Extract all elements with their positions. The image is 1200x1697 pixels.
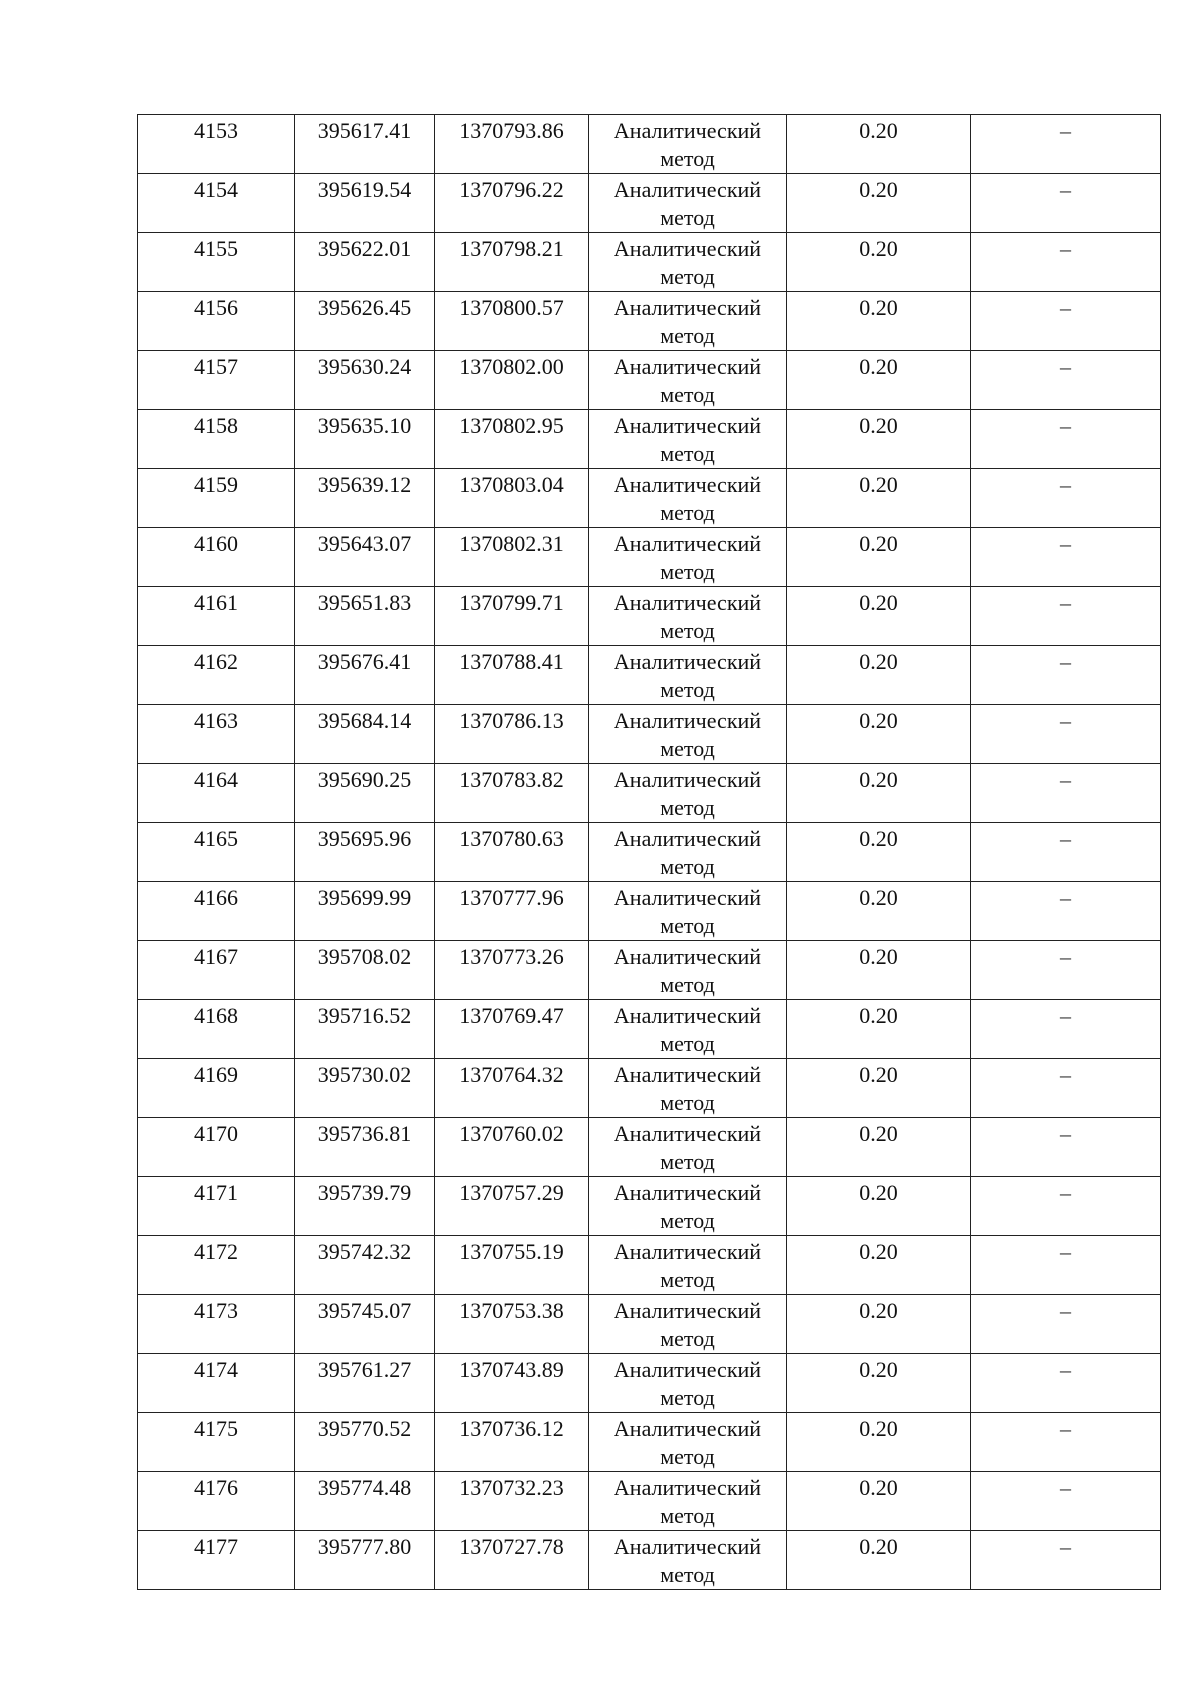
x-coordinate-cell: 395774.48 [295,1472,435,1531]
accuracy-cell: 0.20 [787,1000,971,1059]
note-cell: – [971,1413,1161,1472]
y-coordinate-cell: 1370727.78 [435,1531,589,1590]
y-coordinate-cell: 1370793.86 [435,115,589,174]
x-coordinate-cell: 395684.14 [295,705,435,764]
method-cell: Аналитический метод [589,292,787,351]
table-row [138,528,1161,587]
table-row [138,410,1161,469]
method-cell: Аналитический метод [589,410,787,469]
accuracy-cell: 0.20 [787,292,971,351]
table-row [138,823,1161,882]
method-cell: Аналитический метод [589,823,787,882]
note-cell: – [971,764,1161,823]
point-number-cell: 4159 [138,469,295,528]
table-row [138,1354,1161,1413]
table-row [138,941,1161,1000]
x-coordinate-cell: 395690.25 [295,764,435,823]
point-number-cell: 4156 [138,292,295,351]
table-row [138,351,1161,410]
x-coordinate-cell: 395676.41 [295,646,435,705]
point-number-cell: 4172 [138,1236,295,1295]
y-coordinate-cell: 1370802.31 [435,528,589,587]
method-cell: Аналитический метод [589,1059,787,1118]
point-number-cell: 4170 [138,1118,295,1177]
accuracy-cell: 0.20 [787,1059,971,1118]
y-coordinate-cell: 1370786.13 [435,705,589,764]
table-row [138,469,1161,528]
point-number-cell: 4174 [138,1354,295,1413]
method-cell: Аналитический метод [589,528,787,587]
table-row [138,1000,1161,1059]
table-row [138,1059,1161,1118]
method-cell: Аналитический метод [589,469,787,528]
accuracy-cell: 0.20 [787,1354,971,1413]
note-cell: – [971,941,1161,1000]
y-coordinate-cell: 1370802.00 [435,351,589,410]
table-row [138,115,1161,174]
table-row [138,233,1161,292]
note-cell: – [971,882,1161,941]
method-cell: Аналитический метод [589,1177,787,1236]
accuracy-cell: 0.20 [787,410,971,469]
y-coordinate-cell: 1370799.71 [435,587,589,646]
method-cell: Аналитический метод [589,115,787,174]
point-number-cell: 4157 [138,351,295,410]
accuracy-cell: 0.20 [787,1177,971,1236]
accuracy-cell: 0.20 [787,1413,971,1472]
point-number-cell: 4162 [138,646,295,705]
table-row [138,1531,1161,1590]
note-cell: – [971,528,1161,587]
point-number-cell: 4161 [138,587,295,646]
note-cell: – [971,292,1161,351]
y-coordinate-cell: 1370732.23 [435,1472,589,1531]
accuracy-cell: 0.20 [787,705,971,764]
y-coordinate-cell: 1370800.57 [435,292,589,351]
point-number-cell: 4154 [138,174,295,233]
x-coordinate-cell: 395742.32 [295,1236,435,1295]
y-coordinate-cell: 1370764.32 [435,1059,589,1118]
x-coordinate-cell: 395639.12 [295,469,435,528]
x-coordinate-cell: 395651.83 [295,587,435,646]
point-number-cell: 4163 [138,705,295,764]
method-cell: Аналитический метод [589,1472,787,1531]
note-cell: – [971,1000,1161,1059]
method-cell: Аналитический метод [589,1354,787,1413]
method-cell: Аналитический метод [589,705,787,764]
note-cell: – [971,1118,1161,1177]
y-coordinate-cell: 1370798.21 [435,233,589,292]
point-number-cell: 4176 [138,1472,295,1531]
x-coordinate-cell: 395635.10 [295,410,435,469]
x-coordinate-cell: 395643.07 [295,528,435,587]
y-coordinate-cell: 1370769.47 [435,1000,589,1059]
method-cell: Аналитический метод [589,1236,787,1295]
method-cell: Аналитический метод [589,646,787,705]
x-coordinate-cell: 395626.45 [295,292,435,351]
table-row [138,705,1161,764]
method-cell: Аналитический метод [589,351,787,410]
point-number-cell: 4175 [138,1413,295,1472]
accuracy-cell: 0.20 [787,1531,971,1590]
accuracy-cell: 0.20 [787,1236,971,1295]
x-coordinate-cell: 395617.41 [295,115,435,174]
point-number-cell: 4168 [138,1000,295,1059]
y-coordinate-cell: 1370736.12 [435,1413,589,1472]
accuracy-cell: 0.20 [787,882,971,941]
method-cell: Аналитический метод [589,764,787,823]
point-number-cell: 4155 [138,233,295,292]
method-cell: Аналитический метод [589,587,787,646]
accuracy-cell: 0.20 [787,823,971,882]
table-body [138,115,1161,1590]
y-coordinate-cell: 1370760.02 [435,1118,589,1177]
note-cell: – [971,1177,1161,1236]
accuracy-cell: 0.20 [787,941,971,1000]
method-cell: Аналитический метод [589,1000,787,1059]
x-coordinate-cell: 395619.54 [295,174,435,233]
table-row [138,764,1161,823]
y-coordinate-cell: 1370777.96 [435,882,589,941]
point-number-cell: 4158 [138,410,295,469]
y-coordinate-cell: 1370796.22 [435,174,589,233]
y-coordinate-cell: 1370783.82 [435,764,589,823]
point-number-cell: 4173 [138,1295,295,1354]
accuracy-cell: 0.20 [787,1472,971,1531]
x-coordinate-cell: 395777.80 [295,1531,435,1590]
accuracy-cell: 0.20 [787,528,971,587]
table-row [138,174,1161,233]
table-row [138,1236,1161,1295]
accuracy-cell: 0.20 [787,174,971,233]
table-row [138,1413,1161,1472]
accuracy-cell: 0.20 [787,469,971,528]
accuracy-cell: 0.20 [787,1118,971,1177]
note-cell: – [971,1531,1161,1590]
x-coordinate-cell: 395761.27 [295,1354,435,1413]
y-coordinate-cell: 1370755.19 [435,1236,589,1295]
table-row [138,1118,1161,1177]
x-coordinate-cell: 395716.52 [295,1000,435,1059]
table-row [138,882,1161,941]
point-number-cell: 4169 [138,1059,295,1118]
note-cell: – [971,1059,1161,1118]
point-number-cell: 4166 [138,882,295,941]
table-row [138,646,1161,705]
note-cell: – [971,115,1161,174]
note-cell: – [971,1472,1161,1531]
note-cell: – [971,174,1161,233]
x-coordinate-cell: 395630.24 [295,351,435,410]
method-cell: Аналитический метод [589,1413,787,1472]
y-coordinate-cell: 1370753.38 [435,1295,589,1354]
note-cell: – [971,351,1161,410]
x-coordinate-cell: 395736.81 [295,1118,435,1177]
note-cell: – [971,1354,1161,1413]
accuracy-cell: 0.20 [787,115,971,174]
note-cell: – [971,646,1161,705]
point-number-cell: 4164 [138,764,295,823]
table-row [138,1177,1161,1236]
point-number-cell: 4165 [138,823,295,882]
method-cell: Аналитический метод [589,1118,787,1177]
accuracy-cell: 0.20 [787,233,971,292]
y-coordinate-cell: 1370788.41 [435,646,589,705]
accuracy-cell: 0.20 [787,1295,971,1354]
method-cell: Аналитический метод [589,174,787,233]
y-coordinate-cell: 1370773.26 [435,941,589,1000]
point-number-cell: 4171 [138,1177,295,1236]
method-cell: Аналитический метод [589,882,787,941]
point-number-cell: 4153 [138,115,295,174]
point-number-cell: 4167 [138,941,295,1000]
method-cell: Аналитический метод [589,233,787,292]
accuracy-cell: 0.20 [787,646,971,705]
table-row [138,1295,1161,1354]
y-coordinate-cell: 1370743.89 [435,1354,589,1413]
table-row [138,587,1161,646]
y-coordinate-cell: 1370803.04 [435,469,589,528]
coordinates-table [137,114,1161,1590]
y-coordinate-cell: 1370802.95 [435,410,589,469]
note-cell: – [971,1295,1161,1354]
note-cell: – [971,469,1161,528]
note-cell: – [971,587,1161,646]
accuracy-cell: 0.20 [787,351,971,410]
method-cell: Аналитический метод [589,1531,787,1590]
x-coordinate-cell: 395730.02 [295,1059,435,1118]
x-coordinate-cell: 395770.52 [295,1413,435,1472]
y-coordinate-cell: 1370757.29 [435,1177,589,1236]
point-number-cell: 4177 [138,1531,295,1590]
method-cell: Аналитический метод [589,1295,787,1354]
note-cell: – [971,823,1161,882]
method-cell: Аналитический метод [589,941,787,1000]
accuracy-cell: 0.20 [787,587,971,646]
x-coordinate-cell: 395745.07 [295,1295,435,1354]
accuracy-cell: 0.20 [787,764,971,823]
note-cell: – [971,410,1161,469]
table-row [138,1472,1161,1531]
note-cell: – [971,233,1161,292]
x-coordinate-cell: 395695.96 [295,823,435,882]
x-coordinate-cell: 395622.01 [295,233,435,292]
note-cell: – [971,1236,1161,1295]
note-cell: – [971,705,1161,764]
point-number-cell: 4160 [138,528,295,587]
y-coordinate-cell: 1370780.63 [435,823,589,882]
x-coordinate-cell: 395739.79 [295,1177,435,1236]
x-coordinate-cell: 395708.02 [295,941,435,1000]
table-row [138,292,1161,351]
x-coordinate-cell: 395699.99 [295,882,435,941]
